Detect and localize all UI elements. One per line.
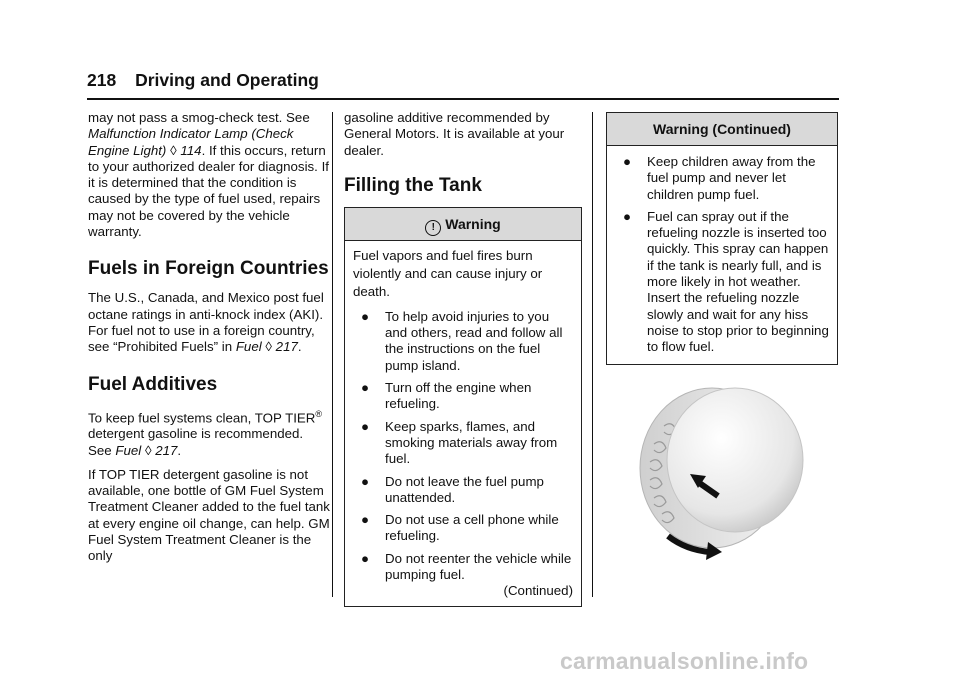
bullet-icon: ● xyxy=(623,154,632,169)
list-item-text: Turn off the engine when refueling. xyxy=(385,380,532,412)
list-item xyxy=(353,474,573,507)
list-item xyxy=(353,512,573,545)
list-item-text: Keep children away from the fuel pump and never let children pump fuel. xyxy=(647,154,816,202)
page-ref-arrow: ◊ xyxy=(144,442,152,458)
column-1 xyxy=(88,110,330,573)
bullet-icon: ● xyxy=(361,473,370,489)
page-header xyxy=(87,70,319,91)
bullet-icon: ● xyxy=(361,308,370,324)
column-divider-1 xyxy=(332,112,333,597)
list-item-text: Do not leave the fuel pump unattended. xyxy=(385,473,544,505)
xref-page-217[interactable]: 217 xyxy=(155,442,178,458)
list-item-text: Do not use a cell phone while refueling. xyxy=(385,512,559,544)
warning-title: Warning xyxy=(445,215,501,232)
fuel-cap-illustration xyxy=(620,384,830,564)
warning-box-continued xyxy=(606,112,838,365)
caution-icon: ! xyxy=(425,220,441,236)
warning-list xyxy=(615,154,829,356)
foreign-text: The U.S., Canada, and Mexico post fuel octane ratings in anti-knock index (AKI). For fuel not to use in a foreign country, see “Prohibited Fuels” in xyxy=(88,290,324,355)
list-item-text: Fuel can spray out if the refueling nozzle is inserted too quickly. This spray can happen if the tank is nearly full, and is more likely in hot weather. Insert the refueling nozzle slowly and wait for any hiss noise to stop prior to beginning to flow fuel. xyxy=(647,208,829,355)
bullet-icon: ● xyxy=(361,380,370,396)
list-item xyxy=(353,380,573,413)
column-2 xyxy=(344,110,582,607)
continued-label: (Continued) xyxy=(503,583,573,599)
page-ref-arrow: ◊ xyxy=(170,142,177,158)
heading-fuels-foreign: Fuels in Foreign Countries xyxy=(88,258,329,280)
list-item xyxy=(615,154,829,203)
list-item-text: To help avoid injuries to you and others, read and follow all the instructions on the fuel pump island. xyxy=(385,308,563,373)
xref-mil[interactable]: Malfunction Indicator Lamp (Check Engine Light) xyxy=(88,126,294,158)
warning-body xyxy=(607,146,837,364)
column-divider-2 xyxy=(592,112,593,597)
list-item-text: Do not reenter the vehicle while pumping fuel. xyxy=(385,550,572,583)
list-item xyxy=(615,209,829,356)
xref-page-217[interactable]: 217 xyxy=(275,339,298,355)
bullet-icon: ● xyxy=(361,418,370,434)
warning-box xyxy=(344,207,582,607)
list-item-text: Keep sparks, flames, and smoking materials away from fuel. xyxy=(385,418,558,467)
warning-title-bar xyxy=(345,208,581,241)
list-item xyxy=(353,551,573,584)
cap-face xyxy=(667,388,803,532)
additives-paragraph-1 xyxy=(88,406,330,459)
warning-title-continued: Warning (Continued) xyxy=(607,113,837,146)
watermark: carmanualsonline.info xyxy=(560,648,809,674)
additives-period: . xyxy=(177,442,182,458)
intro-text-end: . If this occurs, return to your authorized dealer for diagnosis. If it is determined that the condition is caused by the type of fuel used, repairs may not be covered by the vehicle warranty. xyxy=(88,142,329,240)
list-item xyxy=(353,419,573,468)
list-item xyxy=(353,309,573,374)
xref-fuel[interactable]: Fuel xyxy=(115,442,142,458)
heading-filling-tank: Filling the Tank xyxy=(344,174,482,196)
xref-page-114[interactable]: 114 xyxy=(180,142,202,158)
additives-text: To keep fuel systems clean, TOP TIER xyxy=(88,409,316,425)
page-ref-arrow: ◊ xyxy=(265,339,272,355)
registered-mark: ® xyxy=(315,408,323,419)
warning-body xyxy=(345,241,581,606)
heading-fuel-additives: Fuel Additives xyxy=(88,373,218,395)
column-3 xyxy=(606,112,838,365)
continued-paragraph: gasoline additive recommended by General Motors. It is available at your dealer. xyxy=(344,110,565,158)
warning-list xyxy=(353,309,573,583)
section-title: Driving and Operating xyxy=(135,70,319,90)
page-number: 218 xyxy=(87,70,117,90)
warning-intro: Fuel vapors and fuel fires burn violently and can cause injury or death. xyxy=(353,247,543,299)
intro-paragraph xyxy=(88,110,330,240)
foreign-period: . xyxy=(297,339,302,355)
xref-fuel[interactable]: Fuel xyxy=(235,339,262,355)
intro-text: may not pass a smog-check test. See xyxy=(88,110,310,125)
bullet-icon: ● xyxy=(623,208,632,224)
foreign-paragraph xyxy=(88,290,330,355)
header-rule xyxy=(87,98,839,100)
bullet-icon: ● xyxy=(361,512,370,528)
bullet-icon: ● xyxy=(361,550,370,566)
additives-paragraph-2: If TOP TIER detergent gasoline is not available, one bottle of GM Fuel System Treatment Cleaner added to the fuel tank at every engine oil change, can help. GM Fuel System Treatment Cleaner is the only xyxy=(88,466,330,564)
additives-text-2: detergent gasoline is recommended. See xyxy=(88,426,304,458)
